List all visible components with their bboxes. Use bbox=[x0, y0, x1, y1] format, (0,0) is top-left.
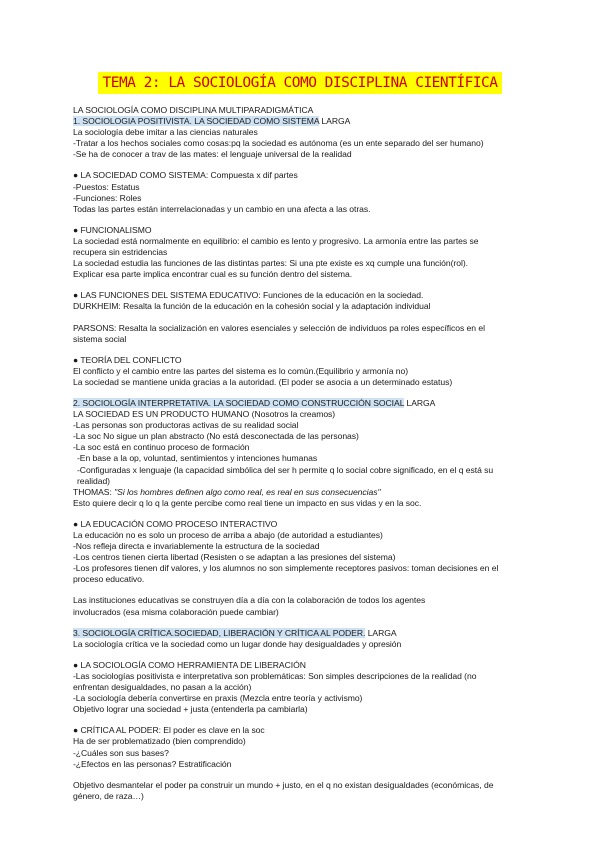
paragraph-line: Todas las partes están interrelacionadas y un cambio en una afecta a las otras. bbox=[73, 203, 371, 214]
bullet-heading-educacion: ● LA EDUCACIÓN COMO PROCESO INTERACTIVO bbox=[73, 518, 278, 529]
durkheim-line: DURKHEIM: Resalta la función de la educación en la cohesión social y la adaptación individual bbox=[73, 301, 431, 312]
paragraph-line: Explicar esa parte implica encontrar cual es su función dentro del sistema. bbox=[73, 269, 353, 280]
section-1-heading bbox=[73, 116, 528, 127]
paragraph-line: -Los centros tienen cierta libertad (Resisten o se adaptan a las presiones del sistema) bbox=[73, 552, 396, 563]
paragraph-line: -Las personas son productoras activas de su realidad social bbox=[73, 420, 299, 431]
parsons-line: sistema social bbox=[73, 333, 127, 344]
paragraph-line: Esto quiere decir q lo q la gente percibe como real tiene un impacto en sus vidas y en la soc. bbox=[73, 497, 422, 508]
paragraph-line: -La soc está en continuo proceso de formación bbox=[73, 442, 250, 453]
thomas-quote: "Si los hombres definen algo como real, es real en sus consecuencias" bbox=[114, 486, 381, 497]
paragraph-line: LA SOCIEDAD ES UN PRODUCTO HUMANO (Nosotros la creamos) bbox=[73, 409, 336, 420]
bullet-heading-liberacion: ● LA SOCIOLOGÍA COMO HERRAMIENTA DE LIBERACIÓN bbox=[73, 659, 306, 670]
thomas-quote-line bbox=[73, 487, 528, 498]
bullet-heading-sistema: ● LA SOCIEDAD COMO SISTEMA: Compuesta x dif partes bbox=[73, 170, 298, 181]
paragraph-line: enfrentan desigualdades, no pasan a la acción) bbox=[73, 682, 252, 693]
section-3-suffix: LARGA bbox=[365, 627, 397, 638]
section-1-title: 1. SOCIOLOGIA POSITIVISTA. LA SOCIEDAD COMO SISTEMA bbox=[73, 116, 320, 127]
paragraph-line: La sociedad está normalmente en equilibrio: el cambio es lento y progresivo. La armonía entre las partes se bbox=[73, 235, 479, 246]
paragraph-line: -Los profesores tienen dif valores, y los alumnos no son simplemente receptores pasivos: toman decisiones en el bbox=[73, 563, 499, 574]
sub-line: realidad) bbox=[77, 475, 110, 486]
paragraph-line: -¿Cuáles son sus bases? bbox=[73, 747, 169, 758]
paragraph-line: proceso educativo. bbox=[73, 574, 145, 585]
paragraph-line: El conflicto y el cambio entre las partes del sistema es lo común.(Equilibrio y armonía no) bbox=[73, 365, 409, 376]
paragraph-line: -Tratar a los hechos sociales como cosas:pq la sociedad es autónoma (es un ente separado del ser humano) bbox=[73, 138, 484, 149]
sub-line: -En base a la op, voluntad, sentimientos y intenciones humanas bbox=[77, 453, 318, 464]
section-3-heading bbox=[73, 628, 528, 639]
bullet-heading-poder: ● CRÍTICA AL PODER: El poder es clave en la soc bbox=[73, 725, 265, 736]
paragraph-line: recupera sin estridencias bbox=[73, 247, 168, 258]
paragraph-line: La sociedad se mantiene unida gracias a la autoridad. (El poder se asocia a un determinado estatus) bbox=[73, 376, 453, 387]
bullet-heading-funcionalismo: ● FUNCIONALISMO bbox=[73, 224, 152, 235]
paragraph-line: -Funciones: Roles bbox=[73, 192, 142, 203]
paragraph-line: La educación no es solo un proceso de arriba a abajo (de autoridad a estudiantes) bbox=[73, 530, 383, 540]
section-3-title: 3. SOCIOLOGÍA CRÍTICA.SOCIEDAD, LIBERACIÓN Y CRÍTICA AL PODER. bbox=[73, 627, 366, 638]
bullet-heading-funciones: ● LAS FUNCIONES DEL SISTEMA EDUCATIVO: Funciones de la educación en la sociedad. bbox=[73, 290, 424, 301]
paragraph-line: Objetivo desmantelar el poder pa construir un mundo + justo, en el q no existan desigualdades (económicas, de bbox=[73, 779, 494, 790]
paragraph-line: -Las sociologías positivista e interpretativa son problemáticas: Son simples descripciones de la realidad (no bbox=[73, 670, 477, 681]
paragraph-line: Objetivo lograr una sociedad + justa (entenderla pa cambiarla) bbox=[73, 704, 308, 715]
paragraph-line: -La sociología debería convertirse en praxis (Mezcla entre teoría y activismo) bbox=[73, 693, 363, 704]
intro-heading: LA SOCIOLOGÍA COMO DISCIPLINA MULTIPARADIGMÁTICA bbox=[73, 105, 314, 115]
paragraph-line: -La soc No sigue un plan abstracto (No está desconectada de las personas) bbox=[73, 431, 359, 442]
title-wrap bbox=[0, 72, 600, 94]
parsons-line: PARSONS: Resalta la socialización en valores esenciales y selección de individuos pa roles específicos en el bbox=[73, 322, 485, 333]
sub-line: -Configuradas x lenguaje (la capacidad simbólica del ser h permite q lo social cobre significado, en el q está su bbox=[77, 464, 494, 475]
paragraph-line: La sociología debe imitar a las ciencias naturales bbox=[73, 127, 258, 138]
paragraph-line: -Nos refleja directa e invariablemente la estructura de la sociedad bbox=[73, 541, 320, 552]
paragraph-line: género, de raza…) bbox=[73, 790, 144, 801]
bullet-heading-conflicto: ● TEORÍA DEL CONFLICTO bbox=[73, 354, 182, 365]
section-2-suffix: LARGA bbox=[404, 397, 436, 408]
paragraph-line: involucrados (esa misma colaboración puede cambiar) bbox=[73, 606, 279, 617]
paragraph-line: La sociedad estudia las funciones de las distintas partes: Si una pte existe es xq cumple una función(rol). bbox=[73, 258, 468, 269]
paragraph-line: Ha de ser problematizado (bien comprendido) bbox=[73, 736, 246, 747]
document-body bbox=[73, 105, 528, 802]
section-2-title: 2. SOCIOLOGÍA INTERPRETATIVA. LA SOCIEDAD COMO CONSTRUCCIÓN SOCIAL bbox=[73, 397, 405, 408]
paragraph-line: Las instituciones educativas se construyen día a día con la colaboración de todos los agentes bbox=[73, 595, 426, 606]
paragraph-line: -¿Efectos en las personas? Estratificación bbox=[73, 758, 232, 769]
page-title: TEMA 2: LA SOCIOLOGÍA COMO DISCIPLINA CIENTÍFICA bbox=[98, 72, 501, 94]
section-1-suffix: LARGA bbox=[319, 116, 351, 127]
paragraph-line: La sociología crítica ve la sociedad como un lugar donde hay desigualdades y opresión bbox=[73, 638, 402, 649]
paragraph-line: -Puestos: Estatus bbox=[73, 181, 140, 192]
section-2-heading bbox=[73, 398, 528, 409]
thomas-label: THOMAS: bbox=[73, 486, 115, 497]
paragraph-line: -Se ha de conocer a trav de las mates: el lenguaje universal de la realidad bbox=[73, 149, 352, 160]
